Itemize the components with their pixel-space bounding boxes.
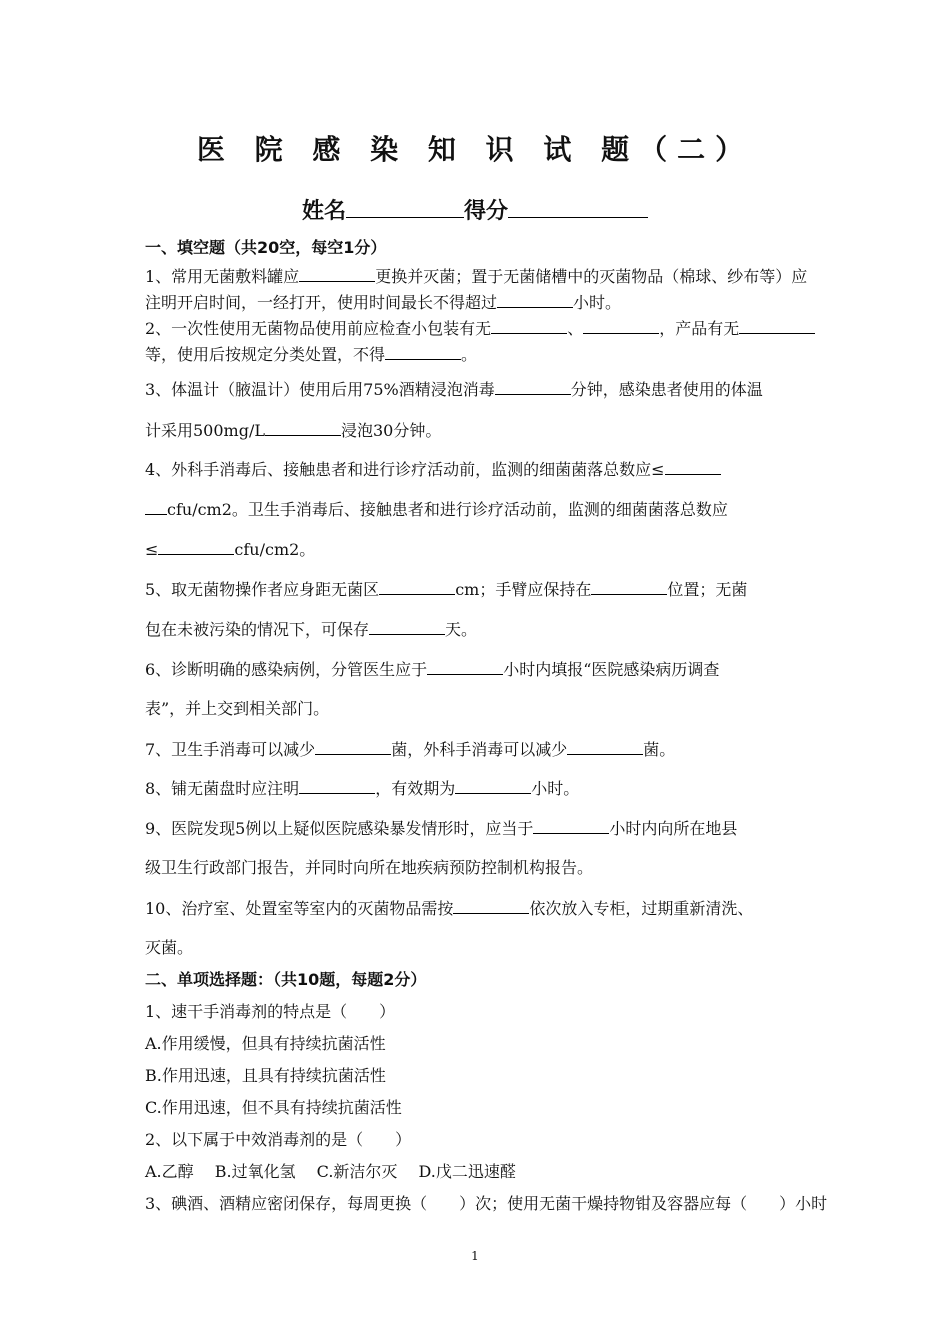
q9-line2: 级卫生行政部门报告，并同时向所在地疾病预防控制机构报告。 <box>145 858 594 877</box>
fill-blank <box>491 316 567 334</box>
q2-line1: 2、一次性使用无菌物品使用前应检查小包装有无 、 ，产品有无 <box>145 316 815 341</box>
q2-line2: 等，使用后按规定分类处置，不得 。 <box>145 342 477 367</box>
fill-blank <box>665 457 721 475</box>
mc2-question: 2、以下属于中效消毒剂的是（ ） <box>145 1130 412 1149</box>
q5-line2: 包在未被污染的情况下，可保存 天。 <box>145 617 477 642</box>
fill-blank <box>583 316 659 334</box>
q4-line1: 4、外科手消毒后、接触患者和进行诊疗活动前，监测的细菌菌落总数应≤ <box>145 457 721 482</box>
q3-line2: 计采用500mg/L 浸泡30分钟。 <box>145 418 441 443</box>
q4-line2: cfu/cm2。卫生手消毒后、接触患者和进行诊疗活动前，监测的细菌菌落总数应 <box>145 497 728 522</box>
mc2-options: A.乙醇 B.过氧化氢 C.新洁尔灭 D.戊二迅速醛 <box>145 1162 516 1181</box>
q10-line2: 灭菌。 <box>145 938 194 957</box>
q4-line3: ≤ cfu/cm2。 <box>145 537 315 562</box>
fill-blank <box>567 737 643 755</box>
name-score-row <box>0 195 950 229</box>
mc1-question: 1、速干手消毒剂的特点是（ ） <box>145 1002 396 1021</box>
q5-line1: 5、取无菌物操作者应身距无菌区 cm；手臂应保持在 位置；无菌 <box>145 577 747 602</box>
fill-blank <box>158 537 234 555</box>
fill-blank <box>739 316 815 334</box>
q7-line: 7、卫生手消毒可以减少 菌，外科手消毒可以减少 菌。 <box>145 737 675 762</box>
q10-line1: 10、治疗室、处置室等室内的灭菌物品需按 依次放入专柜，过期重新清洗、 <box>145 896 753 921</box>
fill-blank <box>265 418 341 436</box>
q6-line2: 表”，并上交到相关部门。 <box>145 699 330 718</box>
fill-blank <box>495 377 571 395</box>
q3-line1: 3、体温计（腋温计）使用后用75%酒精浸泡消毒 分钟，感染患者使用的体温 <box>145 377 763 402</box>
section2-header: 二、单项选择题：（共10题，每题2分） <box>145 970 427 989</box>
fill-blank <box>379 577 455 595</box>
q1-line2: 注明开启时间，一经打开，使用时间最长不得超过 小时。 <box>145 290 621 315</box>
q9-line1: 9、医院发现5例以上疑似医院感染暴发情形时，应当于 小时内向所在地县 <box>145 816 737 841</box>
fill-blank <box>145 497 167 515</box>
section1-header: 一、填空题（共20空，每空1分） <box>145 238 387 257</box>
score-blank <box>508 200 648 218</box>
mc1-option-a: A.作用缓慢，但具有持续抗菌活性 <box>145 1034 386 1053</box>
page-number: 1 <box>471 1249 479 1263</box>
exam-title: 医 院 感 染 知 识 试 题（二） <box>196 133 754 166</box>
name-blank <box>346 200 464 218</box>
q8-line: 8、铺无菌盘时应注明 ，有效期为 小时。 <box>145 776 579 801</box>
fill-blank <box>497 290 573 308</box>
mc3-question: 3、碘酒、酒精应密闭保存，每周更换（ ）次；使用无菌干燥持物钳及容器应每（ ）小时 <box>145 1194 828 1213</box>
fill-blank <box>591 577 667 595</box>
fill-blank <box>369 617 445 635</box>
score-label: 得分 <box>464 199 509 224</box>
fill-blank <box>427 657 503 675</box>
fill-blank <box>315 737 391 755</box>
mc1-option-b: B.作用迅速，且具有持续抗菌活性 <box>145 1066 386 1085</box>
q1-line1: 1、常用无菌敷料罐应 更换并灭菌；置于无菌储槽中的灭菌物品（棉球、纱布等）应 <box>145 264 807 289</box>
fill-blank <box>299 264 375 282</box>
name-label: 姓名 <box>301 199 346 224</box>
fill-blank <box>533 816 609 834</box>
fill-blank <box>455 776 531 794</box>
q6-line1: 6、诊断明确的感染病例，分管医生应于 小时内填报“医院感染病历调查 <box>145 657 719 682</box>
mc1-option-c: C.作用迅速，但不具有持续抗菌活性 <box>145 1098 402 1117</box>
fill-blank <box>299 776 375 794</box>
fill-blank <box>453 896 529 914</box>
fill-blank <box>385 342 461 360</box>
